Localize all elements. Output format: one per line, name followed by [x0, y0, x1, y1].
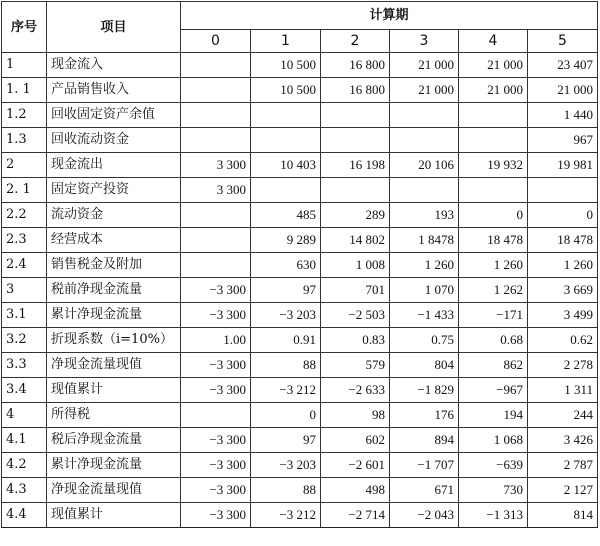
- cell-period-3: 1 8478: [390, 228, 459, 253]
- row-item: 所得税: [47, 403, 181, 428]
- cell-period-3: 21 000: [390, 78, 459, 103]
- row-item: 经营成本: [47, 228, 181, 253]
- table-row: [2, 53, 598, 78]
- cell-period-1: 10 500: [251, 78, 321, 103]
- cell-period-5: 2 787: [528, 453, 598, 478]
- cell-period-1: 9 289: [251, 228, 321, 253]
- cell-period-0: 3 300: [181, 153, 251, 178]
- cell-period-0: −3 300: [181, 278, 251, 303]
- cell-period-2: 602: [321, 428, 390, 453]
- cell-period-3: 1 070: [390, 278, 459, 303]
- cell-period-4: −967: [459, 378, 528, 403]
- cell-period-1: [251, 178, 321, 203]
- cell-period-2: 1 008: [321, 253, 390, 278]
- row-no: 2.2: [2, 203, 47, 228]
- header-period-1: 1: [251, 30, 321, 53]
- row-no: 3.1: [2, 303, 47, 328]
- cell-period-4: [459, 103, 528, 128]
- cell-period-4: 1 262: [459, 278, 528, 303]
- cell-period-2: [321, 103, 390, 128]
- table-row: [2, 353, 598, 378]
- cell-period-0: [181, 53, 251, 78]
- cell-period-3: 804: [390, 353, 459, 378]
- cell-period-4: 0: [459, 203, 528, 228]
- cell-period-5: 3 669: [528, 278, 598, 303]
- cell-period-5: 814: [528, 503, 598, 528]
- cell-period-0: 3 300: [181, 178, 251, 203]
- cell-period-5: 2 278: [528, 353, 598, 378]
- cell-period-5: 19 981: [528, 153, 598, 178]
- cell-period-3: 193: [390, 203, 459, 228]
- header-period-5: 5: [528, 30, 598, 53]
- header-period: 计算期: [181, 2, 598, 30]
- row-no: 1.2: [2, 103, 47, 128]
- cell-period-4: [459, 178, 528, 203]
- cell-period-0: −3 300: [181, 378, 251, 403]
- cell-period-5: 3 426: [528, 428, 598, 453]
- cell-period-2: −2 633: [321, 378, 390, 403]
- cell-period-1: [251, 103, 321, 128]
- cell-period-2: 289: [321, 203, 390, 228]
- cell-period-2: 498: [321, 478, 390, 503]
- cell-period-3: [390, 103, 459, 128]
- cell-period-2: −2 714: [321, 503, 390, 528]
- cell-period-2: [321, 128, 390, 153]
- cell-period-5: 18 478: [528, 228, 598, 253]
- cell-period-3: 671: [390, 478, 459, 503]
- cell-period-5: 2 127: [528, 478, 598, 503]
- cell-period-4: 730: [459, 478, 528, 503]
- cell-period-3: −1 707: [390, 453, 459, 478]
- row-item: 现值累计: [47, 503, 181, 528]
- cell-period-1: 0.91: [251, 328, 321, 353]
- cell-period-0: [181, 203, 251, 228]
- cell-period-2: −2 503: [321, 303, 390, 328]
- row-item: 税后净现金流量: [47, 428, 181, 453]
- table-row: [2, 503, 598, 528]
- cell-period-2: [321, 178, 390, 203]
- cell-period-5: [528, 178, 598, 203]
- table-row: [2, 178, 598, 203]
- row-item: 销售税金及附加: [47, 253, 181, 278]
- cell-period-2: 14 802: [321, 228, 390, 253]
- cell-period-4: 18 478: [459, 228, 528, 253]
- row-no: 4.2: [2, 453, 47, 478]
- table-row: [2, 328, 598, 353]
- cell-period-4: 0.68: [459, 328, 528, 353]
- header-row-1: [2, 2, 598, 30]
- cell-period-0: −3 300: [181, 303, 251, 328]
- table-row: [2, 478, 598, 503]
- cell-period-2: 16 198: [321, 153, 390, 178]
- table-row: [2, 278, 598, 303]
- cell-period-0: −3 300: [181, 428, 251, 453]
- row-item: 累计净现金流量: [47, 303, 181, 328]
- cell-period-1: −3 203: [251, 303, 321, 328]
- row-item: 回收固定资产余值: [47, 103, 181, 128]
- cell-period-4: 1 068: [459, 428, 528, 453]
- cell-period-5: 23 407: [528, 53, 598, 78]
- cell-period-2: −2 601: [321, 453, 390, 478]
- cell-period-3: [390, 178, 459, 203]
- row-item: 累计净现金流量: [47, 453, 181, 478]
- table-row: [2, 128, 598, 153]
- cell-period-0: −3 300: [181, 503, 251, 528]
- cell-period-1: −3 203: [251, 453, 321, 478]
- row-no: 4.1: [2, 428, 47, 453]
- cell-period-2: 0.83: [321, 328, 390, 353]
- cell-period-1: 97: [251, 428, 321, 453]
- table-row: [2, 378, 598, 403]
- table-row: [2, 253, 598, 278]
- cell-period-0: −3 300: [181, 353, 251, 378]
- cell-period-1: −3 212: [251, 378, 321, 403]
- row-no: 3.4: [2, 378, 47, 403]
- cell-period-4: −1 313: [459, 503, 528, 528]
- cell-period-5: 0.62: [528, 328, 598, 353]
- cell-period-4: −639: [459, 453, 528, 478]
- cash-flow-table: [1, 1, 598, 528]
- table-row: [2, 428, 598, 453]
- row-item: 固定资产投资: [47, 178, 181, 203]
- cell-period-4: −171: [459, 303, 528, 328]
- cell-period-5: 244: [528, 403, 598, 428]
- cell-period-5: 0: [528, 203, 598, 228]
- row-no: 2.3: [2, 228, 47, 253]
- cell-period-1: −3 212: [251, 503, 321, 528]
- cell-period-0: [181, 78, 251, 103]
- row-no: 4.3: [2, 478, 47, 503]
- row-no: 4: [2, 403, 47, 428]
- row-no: 3.3: [2, 353, 47, 378]
- header-period-0: 0: [181, 30, 251, 53]
- row-no: 2. 1: [2, 178, 47, 203]
- header-period-2: 2: [321, 30, 390, 53]
- row-item: 净现金流量现值: [47, 478, 181, 503]
- cell-period-3: 1 260: [390, 253, 459, 278]
- cell-period-3: [390, 128, 459, 153]
- cell-period-4: 1 260: [459, 253, 528, 278]
- row-item: 现金流出: [47, 153, 181, 178]
- table-row: [2, 78, 598, 103]
- table-row: [2, 228, 598, 253]
- row-item: 税前净现金流量: [47, 278, 181, 303]
- cell-period-1: 10 500: [251, 53, 321, 78]
- cell-period-4: 194: [459, 403, 528, 428]
- table-row: [2, 303, 598, 328]
- table-row: [2, 403, 598, 428]
- cell-period-1: 0: [251, 403, 321, 428]
- row-no: 1: [2, 53, 47, 78]
- cell-period-3: −1 433: [390, 303, 459, 328]
- cell-period-3: −1 829: [390, 378, 459, 403]
- cell-period-4: 862: [459, 353, 528, 378]
- row-no: 1. 1: [2, 78, 47, 103]
- cell-period-3: 20 106: [390, 153, 459, 178]
- cell-period-1: 10 403: [251, 153, 321, 178]
- cell-period-4: [459, 128, 528, 153]
- cell-period-4: 19 932: [459, 153, 528, 178]
- table-row: [2, 203, 598, 228]
- cell-period-3: 21 000: [390, 53, 459, 78]
- header-period-4: 4: [459, 30, 528, 53]
- cell-period-3: −2 043: [390, 503, 459, 528]
- cell-period-4: 21 000: [459, 78, 528, 103]
- cell-period-3: 0.75: [390, 328, 459, 353]
- header-item: 项目: [47, 2, 181, 53]
- row-item: 净现金流量现值: [47, 353, 181, 378]
- row-item: 现金流入: [47, 53, 181, 78]
- cell-period-0: −3 300: [181, 478, 251, 503]
- table-row: [2, 153, 598, 178]
- cell-period-0: [181, 403, 251, 428]
- cell-period-1: 630: [251, 253, 321, 278]
- cell-period-0: −3 300: [181, 453, 251, 478]
- cell-period-5: 967: [528, 128, 598, 153]
- cell-period-2: 16 800: [321, 78, 390, 103]
- cell-period-0: [181, 128, 251, 153]
- cell-period-2: 701: [321, 278, 390, 303]
- row-no: 2: [2, 153, 47, 178]
- row-item: 回收流动资金: [47, 128, 181, 153]
- cell-period-5: 3 499: [528, 303, 598, 328]
- cell-period-2: 16 800: [321, 53, 390, 78]
- cell-period-1: 97: [251, 278, 321, 303]
- cell-period-2: 579: [321, 353, 390, 378]
- cell-period-2: 98: [321, 403, 390, 428]
- cell-period-1: 485: [251, 203, 321, 228]
- cell-period-0: [181, 228, 251, 253]
- row-item: 流动资金: [47, 203, 181, 228]
- cell-period-1: [251, 128, 321, 153]
- row-item: 现值累计: [47, 378, 181, 403]
- table-row: [2, 453, 598, 478]
- row-no: 4.4: [2, 503, 47, 528]
- table-body: [2, 53, 598, 528]
- row-item: 产品销售收入: [47, 78, 181, 103]
- header-no: 序号: [2, 2, 47, 53]
- cell-period-3: 176: [390, 403, 459, 428]
- cell-period-0: [181, 103, 251, 128]
- cell-period-5: 1 260: [528, 253, 598, 278]
- cell-period-3: 894: [390, 428, 459, 453]
- row-item: 折现系数（i=10%）: [47, 328, 181, 353]
- header-period-3: 3: [390, 30, 459, 53]
- row-no: 3.2: [2, 328, 47, 353]
- cell-period-0: 1.00: [181, 328, 251, 353]
- row-no: 2.4: [2, 253, 47, 278]
- cell-period-5: 1 440: [528, 103, 598, 128]
- cell-period-5: 21 000: [528, 78, 598, 103]
- cell-period-4: 21 000: [459, 53, 528, 78]
- row-no: 3: [2, 278, 47, 303]
- cell-period-1: 88: [251, 353, 321, 378]
- cell-period-1: 88: [251, 478, 321, 503]
- cell-period-5: 1 311: [528, 378, 598, 403]
- row-no: 1.3: [2, 128, 47, 153]
- cell-period-0: [181, 253, 251, 278]
- table-row: [2, 103, 598, 128]
